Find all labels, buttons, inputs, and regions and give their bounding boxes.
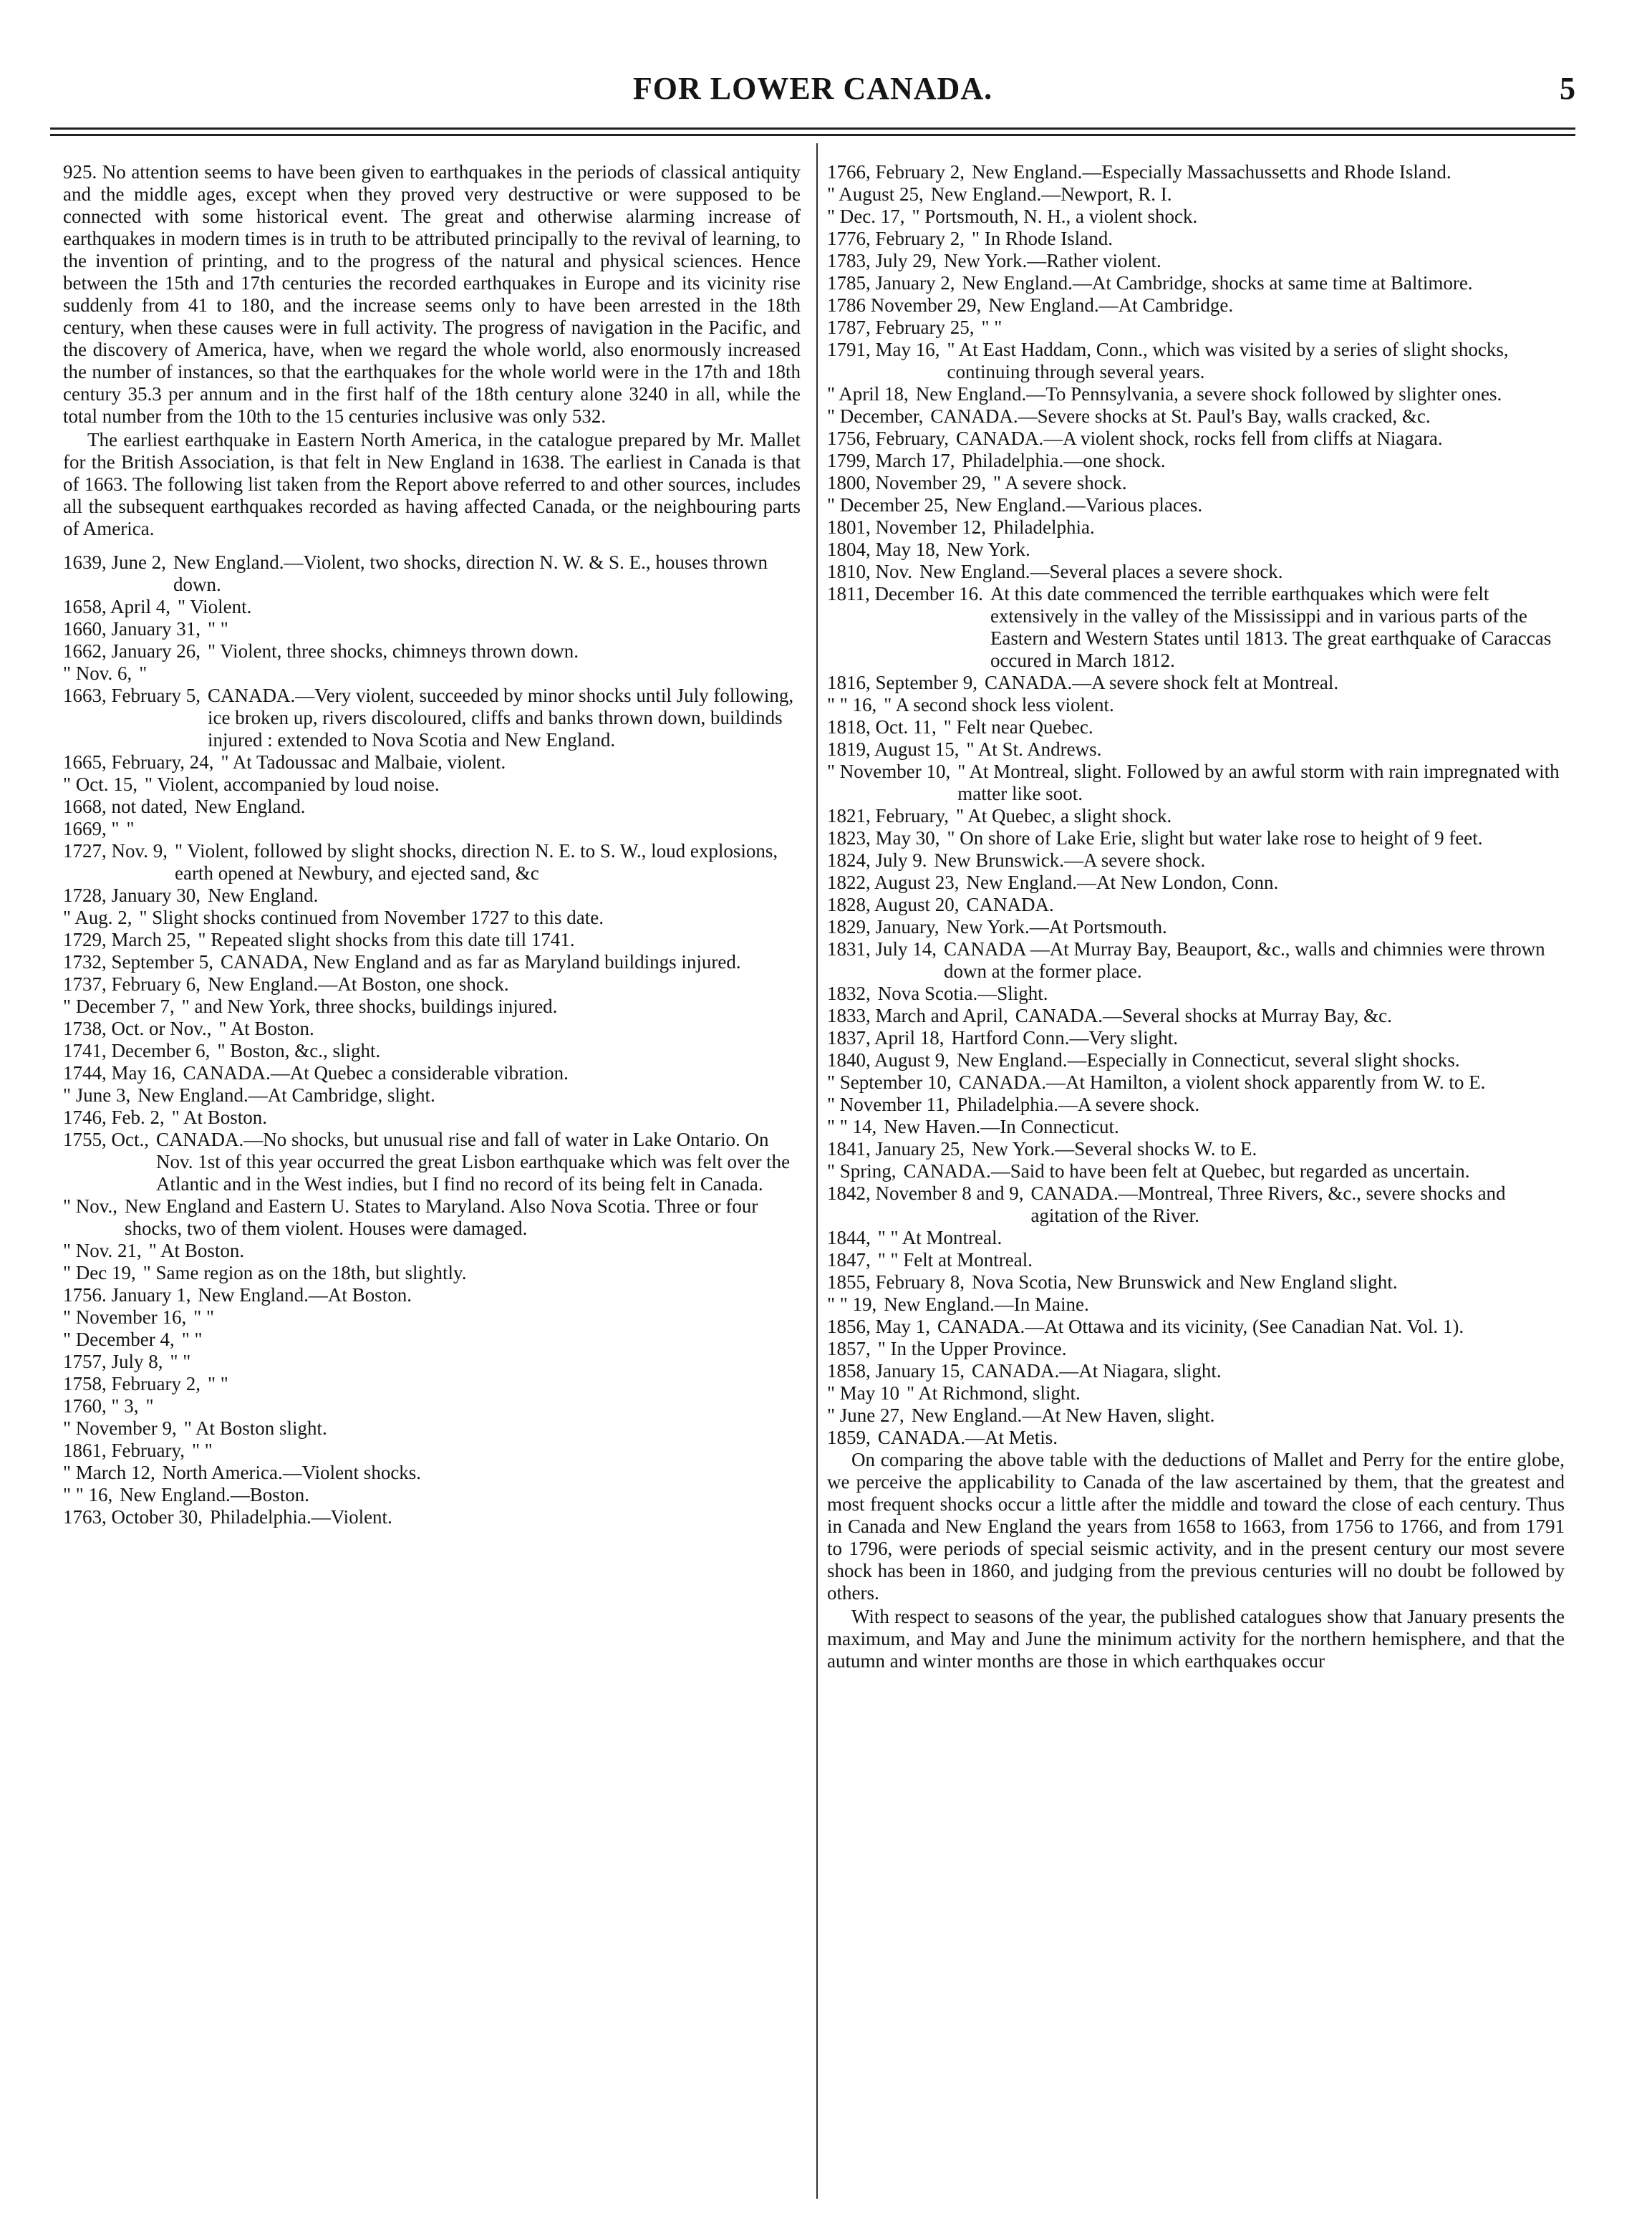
entry-date: 1758, February 2, bbox=[63, 1373, 201, 1394]
entry-description: " " bbox=[181, 1329, 203, 1350]
entry-date: " November 10, bbox=[827, 761, 951, 782]
earthquake-entry bbox=[63, 885, 801, 907]
entry-date: 1855, February 8, bbox=[827, 1271, 965, 1293]
earthquake-entry bbox=[827, 1138, 1565, 1160]
earthquake-entry bbox=[827, 228, 1565, 250]
entry-date: 1732, September 5, bbox=[63, 951, 213, 973]
entry-description: " Violent, accompanied by loud noise. bbox=[145, 774, 440, 795]
entry-description: New England.—Several places a severe shock. bbox=[919, 561, 1283, 582]
entry-description: " Same region as on the 18th, but slightly. bbox=[143, 1262, 467, 1283]
entry-date: " Nov., bbox=[63, 1195, 118, 1217]
entry-date: 1760, " 3, bbox=[63, 1395, 139, 1417]
entry-description: CANADA.—At Metis. bbox=[877, 1427, 1058, 1448]
entry-date: 1776, February 2, bbox=[827, 228, 965, 249]
earthquake-entry bbox=[827, 1382, 1565, 1404]
earthquake-entry bbox=[63, 1240, 801, 1262]
entry-date: 1824, July 9. bbox=[827, 849, 927, 871]
entry-date: " November 16, bbox=[63, 1306, 187, 1328]
entry-date: 1847, bbox=[827, 1249, 871, 1271]
earthquake-entry bbox=[827, 1293, 1565, 1316]
entry-description: Hartford Conn.—Very slight. bbox=[951, 1027, 1178, 1049]
entry-description: " Portsmouth, N. H., a violent shock. bbox=[912, 206, 1198, 227]
entry-description: Philadelphia. bbox=[992, 516, 1095, 538]
page-header bbox=[50, 70, 1575, 113]
entry-description: New England. bbox=[194, 796, 306, 817]
entry-date: 1757, July 8, bbox=[63, 1351, 163, 1372]
earthquake-entry bbox=[63, 1018, 801, 1040]
earthquake-entry bbox=[63, 1062, 801, 1084]
entry-date: 1663, February 5, bbox=[63, 685, 201, 706]
entry-description: New England and Eastern U. States to Maryland. Also Nova Scotia. Three or four shocks, two of them violent. Houses were damaged. bbox=[125, 1195, 758, 1239]
earthquake-entry bbox=[63, 1417, 801, 1440]
entry-description: " At Quebec, a slight shock. bbox=[955, 805, 1172, 827]
entry-description: New England.—To Pennsylvania, a severe shock followed by slighter ones. bbox=[915, 383, 1502, 405]
entry-description: " At Richmond, slight. bbox=[907, 1382, 1081, 1404]
entry-date: 1821, February, bbox=[827, 805, 949, 827]
entry-description: CANADA —At Murray Bay, Beauport, &c., walls and chimnies were thrown down at the former place. bbox=[944, 938, 1545, 982]
entry-date: 1668, not dated, bbox=[63, 796, 188, 817]
earthquake-entry bbox=[63, 840, 801, 885]
entry-date: " " 19, bbox=[827, 1293, 877, 1315]
entry-date: 1738, Oct. or Nov., bbox=[63, 1018, 212, 1039]
entry-date: " June 27, bbox=[827, 1404, 904, 1426]
earthquake-entry bbox=[827, 206, 1565, 228]
paragraph-925: 925. No attention seems to have been given to earthquakes in the periods of classical antiquity and the middle ages, except when they proved very destructive or were supposed to be connected with some historical event. The great and otherwise alarming increase of earthquakes in modern times is in truth to be attributed principally to the revival of learning, to the invention of printing, and to the progress of the natural and physical sciences. Hence between the 15th and 17th centuries the recorded earthquakes in Europe and its vicinity rise suddenly from 41 to 180, and the increase seems only to have been arrested in the 18th century, when these causes were in full activity. The progress of navigation in the Pacific, and the discovery of America, have, when we regard the whole world, also enormously increased the number of instances, so that the earthquakes for the whole world were in the 17th and 18th century 35.3 per annum and in the first half of the 18th century alone 3240 in all, while the total number from the 10th to the 15 centuries inclusive was only 532. bbox=[63, 161, 801, 427]
entry-description: CANADA.—Very violent, succeeded by minor shocks until July following, ice broken up, rivers discoloured, cliffs and banks thrown down, buildinds injured : extended to Nova Scotia and New England. bbox=[207, 685, 794, 751]
entry-description: New York. bbox=[947, 539, 1030, 560]
earthquake-entry bbox=[63, 551, 801, 596]
earthquake-entry bbox=[63, 1351, 801, 1373]
earthquake-entry bbox=[827, 716, 1565, 738]
entry-date: " Nov. 6, bbox=[63, 662, 132, 684]
entry-description: New England.—Boston. bbox=[120, 1484, 310, 1505]
entry-description: " Felt near Quebec. bbox=[943, 716, 1093, 738]
entry-date: 1744, May 16, bbox=[63, 1062, 176, 1084]
entry-description: " At Boston. bbox=[171, 1107, 268, 1128]
earthquake-entry bbox=[827, 1094, 1565, 1116]
entry-date: 1755, Oct., bbox=[63, 1129, 149, 1150]
entry-description: " Violent, three shocks, chimneys thrown down. bbox=[207, 640, 579, 662]
earthquake-entry bbox=[827, 1271, 1565, 1293]
entry-date: " Aug. 2, bbox=[63, 907, 132, 928]
entry-description: New England.—Violent, two shocks, direction N. W. & S. E., houses thrown down. bbox=[173, 551, 768, 595]
entry-description: " and New York, three shocks, buildings injured. bbox=[181, 996, 558, 1017]
entry-date: " November 9, bbox=[63, 1417, 177, 1439]
entry-description: New England.—At Boston. bbox=[198, 1284, 412, 1306]
earthquake-entry bbox=[827, 1360, 1565, 1382]
earthquake-entry bbox=[63, 1484, 801, 1506]
entry-date: 1766, February 2, bbox=[827, 161, 965, 183]
entry-date: " September 10, bbox=[827, 1071, 952, 1093]
entry-date: 1660, January 31, bbox=[63, 618, 201, 640]
entry-date: 1756, February, bbox=[827, 428, 949, 449]
entry-description: Philadelphia.—one shock. bbox=[962, 450, 1166, 471]
entry-date: 1639, June 2, bbox=[63, 551, 166, 573]
entry-description: " Repeated slight shocks from this date till 1741. bbox=[198, 929, 575, 950]
entry-date: 1857, bbox=[827, 1338, 871, 1359]
entry-description: " In the Upper Province. bbox=[877, 1338, 1067, 1359]
entry-description: " At Boston. bbox=[148, 1240, 245, 1261]
earthquake-entry bbox=[827, 516, 1565, 539]
entry-description: " " bbox=[981, 317, 1003, 338]
column-divider bbox=[816, 143, 818, 2199]
earthquake-entry bbox=[827, 1227, 1565, 1249]
right-column bbox=[827, 161, 1565, 1674]
earthquake-entry bbox=[827, 1049, 1565, 1071]
entry-description: " " bbox=[193, 1306, 215, 1328]
earthquake-entry bbox=[827, 272, 1565, 294]
entry-description: " Slight shocks continued from November 1727 to this date. bbox=[139, 907, 604, 928]
entry-description: CANADA.—A severe shock felt at Montreal. bbox=[984, 672, 1339, 693]
entry-date: " November 11, bbox=[827, 1094, 950, 1115]
earthquake-entry bbox=[63, 1107, 801, 1129]
entry-description: North America.—Violent shocks. bbox=[162, 1462, 422, 1483]
entry-date: 1831, July 14, bbox=[827, 938, 937, 960]
earthquake-entry bbox=[827, 827, 1565, 849]
entry-description: CANADA. bbox=[966, 894, 1054, 915]
earthquake-entry bbox=[63, 618, 801, 640]
entry-date: " December 25, bbox=[827, 494, 949, 516]
entry-date: 1783, July 29, bbox=[827, 250, 937, 271]
earthquake-entry bbox=[827, 250, 1565, 272]
entry-date: 1841, January 25, bbox=[827, 1138, 965, 1160]
entry-date: " Oct. 15, bbox=[63, 774, 138, 795]
earthquake-entry bbox=[63, 774, 801, 796]
earthquake-list-left bbox=[63, 551, 801, 1528]
earthquake-entry bbox=[63, 596, 801, 618]
earthquake-entry bbox=[827, 672, 1565, 694]
running-title: FOR LOWER CANADA. bbox=[632, 71, 993, 106]
entry-description: Philadelphia.—Violent. bbox=[209, 1506, 392, 1528]
earthquake-entry bbox=[827, 183, 1565, 206]
entry-date: 1823, May 30, bbox=[827, 827, 940, 849]
entry-date: " August 25, bbox=[827, 183, 924, 205]
entry-description: CANADA.—At Quebec a considerable vibration. bbox=[183, 1062, 569, 1084]
earthquake-entry bbox=[63, 818, 801, 840]
earthquake-entry bbox=[63, 640, 801, 662]
entry-date: 1804, May 18, bbox=[827, 539, 940, 560]
entry-date: 1658, April 4, bbox=[63, 596, 171, 617]
header-double-rule bbox=[50, 127, 1575, 136]
entry-description: " bbox=[145, 1395, 154, 1417]
entry-date: " " 16, bbox=[827, 694, 877, 715]
entry-date: 1837, April 18, bbox=[827, 1027, 945, 1049]
entry-description: " At Boston. bbox=[218, 1018, 314, 1039]
entry-date: 1818, Oct. 11, bbox=[827, 716, 937, 738]
entry-date: 1816, September 9, bbox=[827, 672, 977, 693]
entry-date: " Dec 19, bbox=[63, 1262, 136, 1283]
entry-description: " bbox=[126, 818, 135, 839]
earthquake-entry bbox=[63, 751, 801, 774]
entry-description: " " bbox=[191, 1440, 213, 1461]
earthquake-entry bbox=[827, 161, 1565, 183]
entry-date: 1662, January 26, bbox=[63, 640, 201, 662]
page-number: 5 bbox=[1560, 71, 1575, 106]
earthquake-entry bbox=[827, 1182, 1565, 1227]
earthquake-entry bbox=[63, 1284, 801, 1306]
entry-date: " June 3, bbox=[63, 1084, 131, 1106]
entry-description: " On shore of Lake Erie, slight but water lake rose to height of 9 feet. bbox=[947, 827, 1483, 849]
entry-date: " Nov. 21, bbox=[63, 1240, 142, 1261]
entry-description: " bbox=[139, 662, 148, 684]
entry-description: Philadelphia.—A severe shock. bbox=[957, 1094, 1200, 1115]
entry-description: " A severe shock. bbox=[992, 472, 1127, 493]
earthquake-entry bbox=[827, 1071, 1565, 1094]
entry-description: New Haven.—In Connecticut. bbox=[884, 1116, 1119, 1137]
earthquake-entry bbox=[63, 951, 801, 973]
entry-date: 1791, May 16, bbox=[827, 339, 940, 360]
entry-date: " December 4, bbox=[63, 1329, 175, 1350]
earthquake-entry bbox=[827, 1404, 1565, 1427]
earthquake-entry bbox=[63, 1262, 801, 1284]
entry-date: 1828, August 20, bbox=[827, 894, 960, 915]
entry-date: " May 10 bbox=[827, 1382, 900, 1404]
entry-description: " Violent. bbox=[178, 596, 252, 617]
entry-date: 1727, Nov. 9, bbox=[63, 840, 168, 862]
earthquake-entry bbox=[63, 1440, 801, 1462]
entry-date: 1832, bbox=[827, 983, 871, 1004]
entry-date: 1858, January 15, bbox=[827, 1360, 965, 1382]
earthquake-entry bbox=[827, 1116, 1565, 1138]
entry-date: 1785, January 2, bbox=[827, 272, 955, 294]
entry-description: CANADA.—At Niagara, slight. bbox=[971, 1360, 1222, 1382]
earthquake-entry bbox=[63, 1129, 801, 1195]
entry-description: New England.—In Maine. bbox=[884, 1293, 1089, 1315]
earthquake-entry bbox=[827, 472, 1565, 494]
entry-description: CANADA.—Severe shocks at St. Paul's Bay, walls cracked, &c. bbox=[930, 405, 1431, 427]
earthquake-entry bbox=[63, 1195, 801, 1240]
entry-date: 1819, August 15, bbox=[827, 738, 960, 760]
entry-description: New York.—At Portsmouth. bbox=[946, 916, 1167, 938]
earthquake-entry bbox=[827, 916, 1565, 938]
left-column bbox=[63, 161, 801, 1528]
entry-description: " " Felt at Montreal. bbox=[877, 1249, 1033, 1271]
earthquake-entry bbox=[63, 1040, 801, 1062]
paragraph-earliest-earthquake: The earliest earthquake in Eastern North America, in the catalogue prepared by Mr. Mallet for the British Association, is that felt in New England in 1638. The earliest in Canada is that of 1663. The following list taken from the Report above referred to and other sources, includes all the subsequent earthquakes recorded as having affected Canada, or the neighbouring parts of America. bbox=[63, 429, 801, 539]
entry-description: " " bbox=[207, 618, 228, 640]
earthquake-entry bbox=[63, 996, 801, 1018]
entry-description: " " bbox=[207, 1373, 228, 1394]
earthquake-entry bbox=[63, 929, 801, 951]
paragraph-seasons: With respect to seasons of the year, the published catalogues show that January presents the maximum, and May and June the minimum activity for the northern hemisphere, and that the autumn and winter months are those in which earthquakes occur bbox=[827, 1606, 1565, 1672]
entry-description: CANADA.—No shocks, but unusual rise and fall of water in Lake Ontario. On Nov. 1st of this year occurred the great Lisbon earthquake which was felt over the Atlantic and in the West indies, but I find no record of its being felt in Canada. bbox=[155, 1129, 791, 1195]
entry-description: CANADA.—Several shocks at Murray Bay, &c. bbox=[1015, 1005, 1392, 1026]
earthquake-entry bbox=[827, 383, 1565, 405]
earthquake-entry bbox=[827, 1316, 1565, 1338]
entry-description: New England.—Especially Massachussetts and Rhode Island. bbox=[971, 161, 1451, 183]
entry-date: 1737, February 6, bbox=[63, 973, 201, 995]
entry-description: Nova Scotia, New Brunswick and New England slight. bbox=[971, 1271, 1398, 1293]
earthquake-entry bbox=[827, 450, 1565, 472]
entry-description: New England.—Especially in Connecticut, several slight shocks. bbox=[957, 1049, 1460, 1071]
entry-description: " " bbox=[170, 1351, 191, 1372]
entry-description: CANADA.—Said to have been felt at Quebec, but regarded as uncertain. bbox=[903, 1160, 1470, 1182]
entry-date: 1822, August 23, bbox=[827, 872, 960, 893]
paragraph-comparison: On comparing the above table with the deductions of Mallet and Perry for the entire globe, we perceive the applicability to Canada of the law ascertained by them, that the greatest and most frequent shocks occur a little after the middle and toward the close of each century. Thus in Canada and New England the years from 1658 to 1663, from 1756 to 1766, and from 1791 to 1796, were periods of special seismic activity, and in the present century our most severe shock has been in 1860, and judging from the previous centuries will no doubt be followed by others. bbox=[827, 1449, 1565, 1604]
entry-date: 1786 November 29, bbox=[827, 294, 982, 316]
entry-description: CANADA, New England and as far as Maryland buildings injured. bbox=[220, 951, 741, 973]
entry-date: 1844, bbox=[827, 1227, 871, 1248]
entry-description: New England.—At New Haven, slight. bbox=[911, 1404, 1215, 1426]
entry-description: New York.—Rather violent. bbox=[944, 250, 1161, 271]
earthquake-entry bbox=[63, 973, 801, 996]
entry-description: CANADA.—Montreal, Three Rivers, &c., severe shocks and agitation of the River. bbox=[1030, 1182, 1506, 1226]
earthquake-entry bbox=[827, 761, 1565, 805]
entry-date: " April 18, bbox=[827, 383, 909, 405]
entry-date: 1746, Feb. 2, bbox=[63, 1107, 165, 1128]
earthquake-entry bbox=[63, 1395, 801, 1417]
entry-description: CANADA.—A violent shock, rocks fell from cliffs at Niagara. bbox=[955, 428, 1443, 449]
entry-date: 1810, Nov. bbox=[827, 561, 912, 582]
entry-date: 1801, November 12, bbox=[827, 516, 986, 538]
earthquake-entry bbox=[63, 1462, 801, 1484]
entry-description: " In Rhode Island. bbox=[971, 228, 1113, 249]
entry-description: New England.—At Cambridge. bbox=[988, 294, 1234, 316]
entry-date: 1756. January 1, bbox=[63, 1284, 191, 1306]
entry-description: " At Boston slight. bbox=[183, 1417, 327, 1439]
entry-date: 1729, March 25, bbox=[63, 929, 191, 950]
earthquake-entry bbox=[827, 1027, 1565, 1049]
entry-description: CANADA.—At Hamilton, a violent shock apparently from W. to E. bbox=[958, 1071, 1486, 1093]
earthquake-entry bbox=[63, 662, 801, 685]
earthquake-entry bbox=[827, 1249, 1565, 1271]
earthquake-entry bbox=[827, 849, 1565, 872]
earthquake-entry bbox=[63, 1506, 801, 1528]
entry-date: 1856, May 1, bbox=[827, 1316, 930, 1337]
earthquake-entry bbox=[63, 907, 801, 929]
entry-description: At this date commenced the terrible earthquakes which were felt extensively in the valley of the Mississippi and in various parts of the Eastern and Western States until 1813. The great earthquake of Caraccas occured in March 1812. bbox=[990, 583, 1552, 671]
earthquake-entry bbox=[827, 1005, 1565, 1027]
entry-description: CANADA.—At Ottawa and its vicinity, (See Canadian Nat. Vol. 1). bbox=[937, 1316, 1464, 1337]
entry-date: 1833, March and April, bbox=[827, 1005, 1008, 1026]
entry-date: 1861, February, bbox=[63, 1440, 185, 1461]
entry-description: New England.—At Boston, one shock. bbox=[207, 973, 509, 995]
earthquake-entry bbox=[827, 805, 1565, 827]
earthquake-entry bbox=[63, 685, 801, 751]
entry-date: 1811, December 16. bbox=[827, 583, 983, 604]
earthquake-entry bbox=[63, 1329, 801, 1351]
earthquake-entry bbox=[827, 1338, 1565, 1360]
entry-description: New England.—At New London, Conn. bbox=[966, 872, 1279, 893]
entry-description: New England.—Newport, R. I. bbox=[930, 183, 1172, 205]
entry-date: 1799, March 17, bbox=[827, 450, 955, 471]
entry-description: New England.—At Cambridge, shocks at same time at Baltimore. bbox=[962, 272, 1473, 294]
entry-description: Nova Scotia.—Slight. bbox=[877, 983, 1048, 1004]
entry-description: " Boston, &c., slight. bbox=[217, 1040, 381, 1061]
earthquake-entry bbox=[827, 738, 1565, 761]
earthquake-entry bbox=[827, 1160, 1565, 1182]
earthquake-entry bbox=[827, 317, 1565, 339]
entry-date: " December, bbox=[827, 405, 924, 427]
entry-description: " At Tadoussac and Malbaie, violent. bbox=[221, 751, 506, 773]
earthquake-entry bbox=[827, 583, 1565, 672]
earthquake-entry bbox=[827, 561, 1565, 583]
entry-description: " At Montreal, slight. Followed by an awful storm with rain impregnated with matter like soot. bbox=[957, 761, 1560, 804]
entry-date: 1669, " bbox=[63, 818, 120, 839]
entry-date: 1859, bbox=[827, 1427, 871, 1448]
earthquake-entry bbox=[827, 405, 1565, 428]
entry-description: " Violent, followed by slight shocks, direction N. E. to S. W., loud explosions, earth opened at Newbury, and ejected sand, &c bbox=[175, 840, 778, 884]
entry-date: " March 12, bbox=[63, 1462, 155, 1483]
entry-date: 1741, December 6, bbox=[63, 1040, 211, 1061]
entry-date: 1763, October 30, bbox=[63, 1506, 203, 1528]
entry-date: " Spring, bbox=[827, 1160, 897, 1182]
entry-description: New York.—Several shocks W. to E. bbox=[971, 1138, 1257, 1160]
earthquake-entry bbox=[827, 1427, 1565, 1449]
earthquake-entry bbox=[827, 894, 1565, 916]
entry-date: " Dec. 17, bbox=[827, 206, 905, 227]
entry-date: 1665, February, 24, bbox=[63, 751, 214, 773]
earthquake-entry bbox=[827, 872, 1565, 894]
entry-date: " " 16, bbox=[63, 1484, 113, 1505]
entry-description: New Brunswick.—A severe shock. bbox=[934, 849, 1206, 871]
earthquake-entry bbox=[827, 294, 1565, 317]
entry-description: " A second shock less violent. bbox=[884, 694, 1114, 715]
earthquake-entry bbox=[63, 1084, 801, 1107]
entry-description: " At St. Andrews. bbox=[966, 738, 1102, 760]
earthquake-entry bbox=[827, 494, 1565, 516]
earthquake-list-right bbox=[827, 161, 1565, 1449]
entry-date: " December 7, bbox=[63, 996, 175, 1017]
entry-date: 1728, January 30, bbox=[63, 885, 201, 906]
entry-date: " " 14, bbox=[827, 1116, 877, 1137]
earthquake-entry bbox=[827, 428, 1565, 450]
earthquake-entry bbox=[827, 938, 1565, 983]
earthquake-entry bbox=[827, 339, 1565, 383]
entry-date: 1840, August 9, bbox=[827, 1049, 950, 1071]
earthquake-entry bbox=[63, 796, 801, 818]
entry-description: " " At Montreal. bbox=[877, 1227, 1003, 1248]
earthquake-entry bbox=[827, 983, 1565, 1005]
entry-date: 1800, November 29, bbox=[827, 472, 986, 493]
spacer bbox=[63, 541, 801, 551]
entry-description: New England. bbox=[207, 885, 319, 906]
entry-date: 1842, November 8 and 9, bbox=[827, 1182, 1024, 1204]
entry-description: " At East Haddam, Conn., which was visited by a series of slight shocks, continuing through several years. bbox=[947, 339, 1509, 382]
earthquake-entry bbox=[63, 1306, 801, 1329]
earthquake-entry bbox=[63, 1373, 801, 1395]
entry-date: 1787, February 25, bbox=[827, 317, 975, 338]
entry-description: New England.—At Cambridge, slight. bbox=[137, 1084, 435, 1106]
entry-date: 1829, January, bbox=[827, 916, 939, 938]
entry-description: New England.—Various places. bbox=[955, 494, 1203, 516]
earthquake-entry bbox=[827, 539, 1565, 561]
earthquake-entry bbox=[827, 694, 1565, 716]
